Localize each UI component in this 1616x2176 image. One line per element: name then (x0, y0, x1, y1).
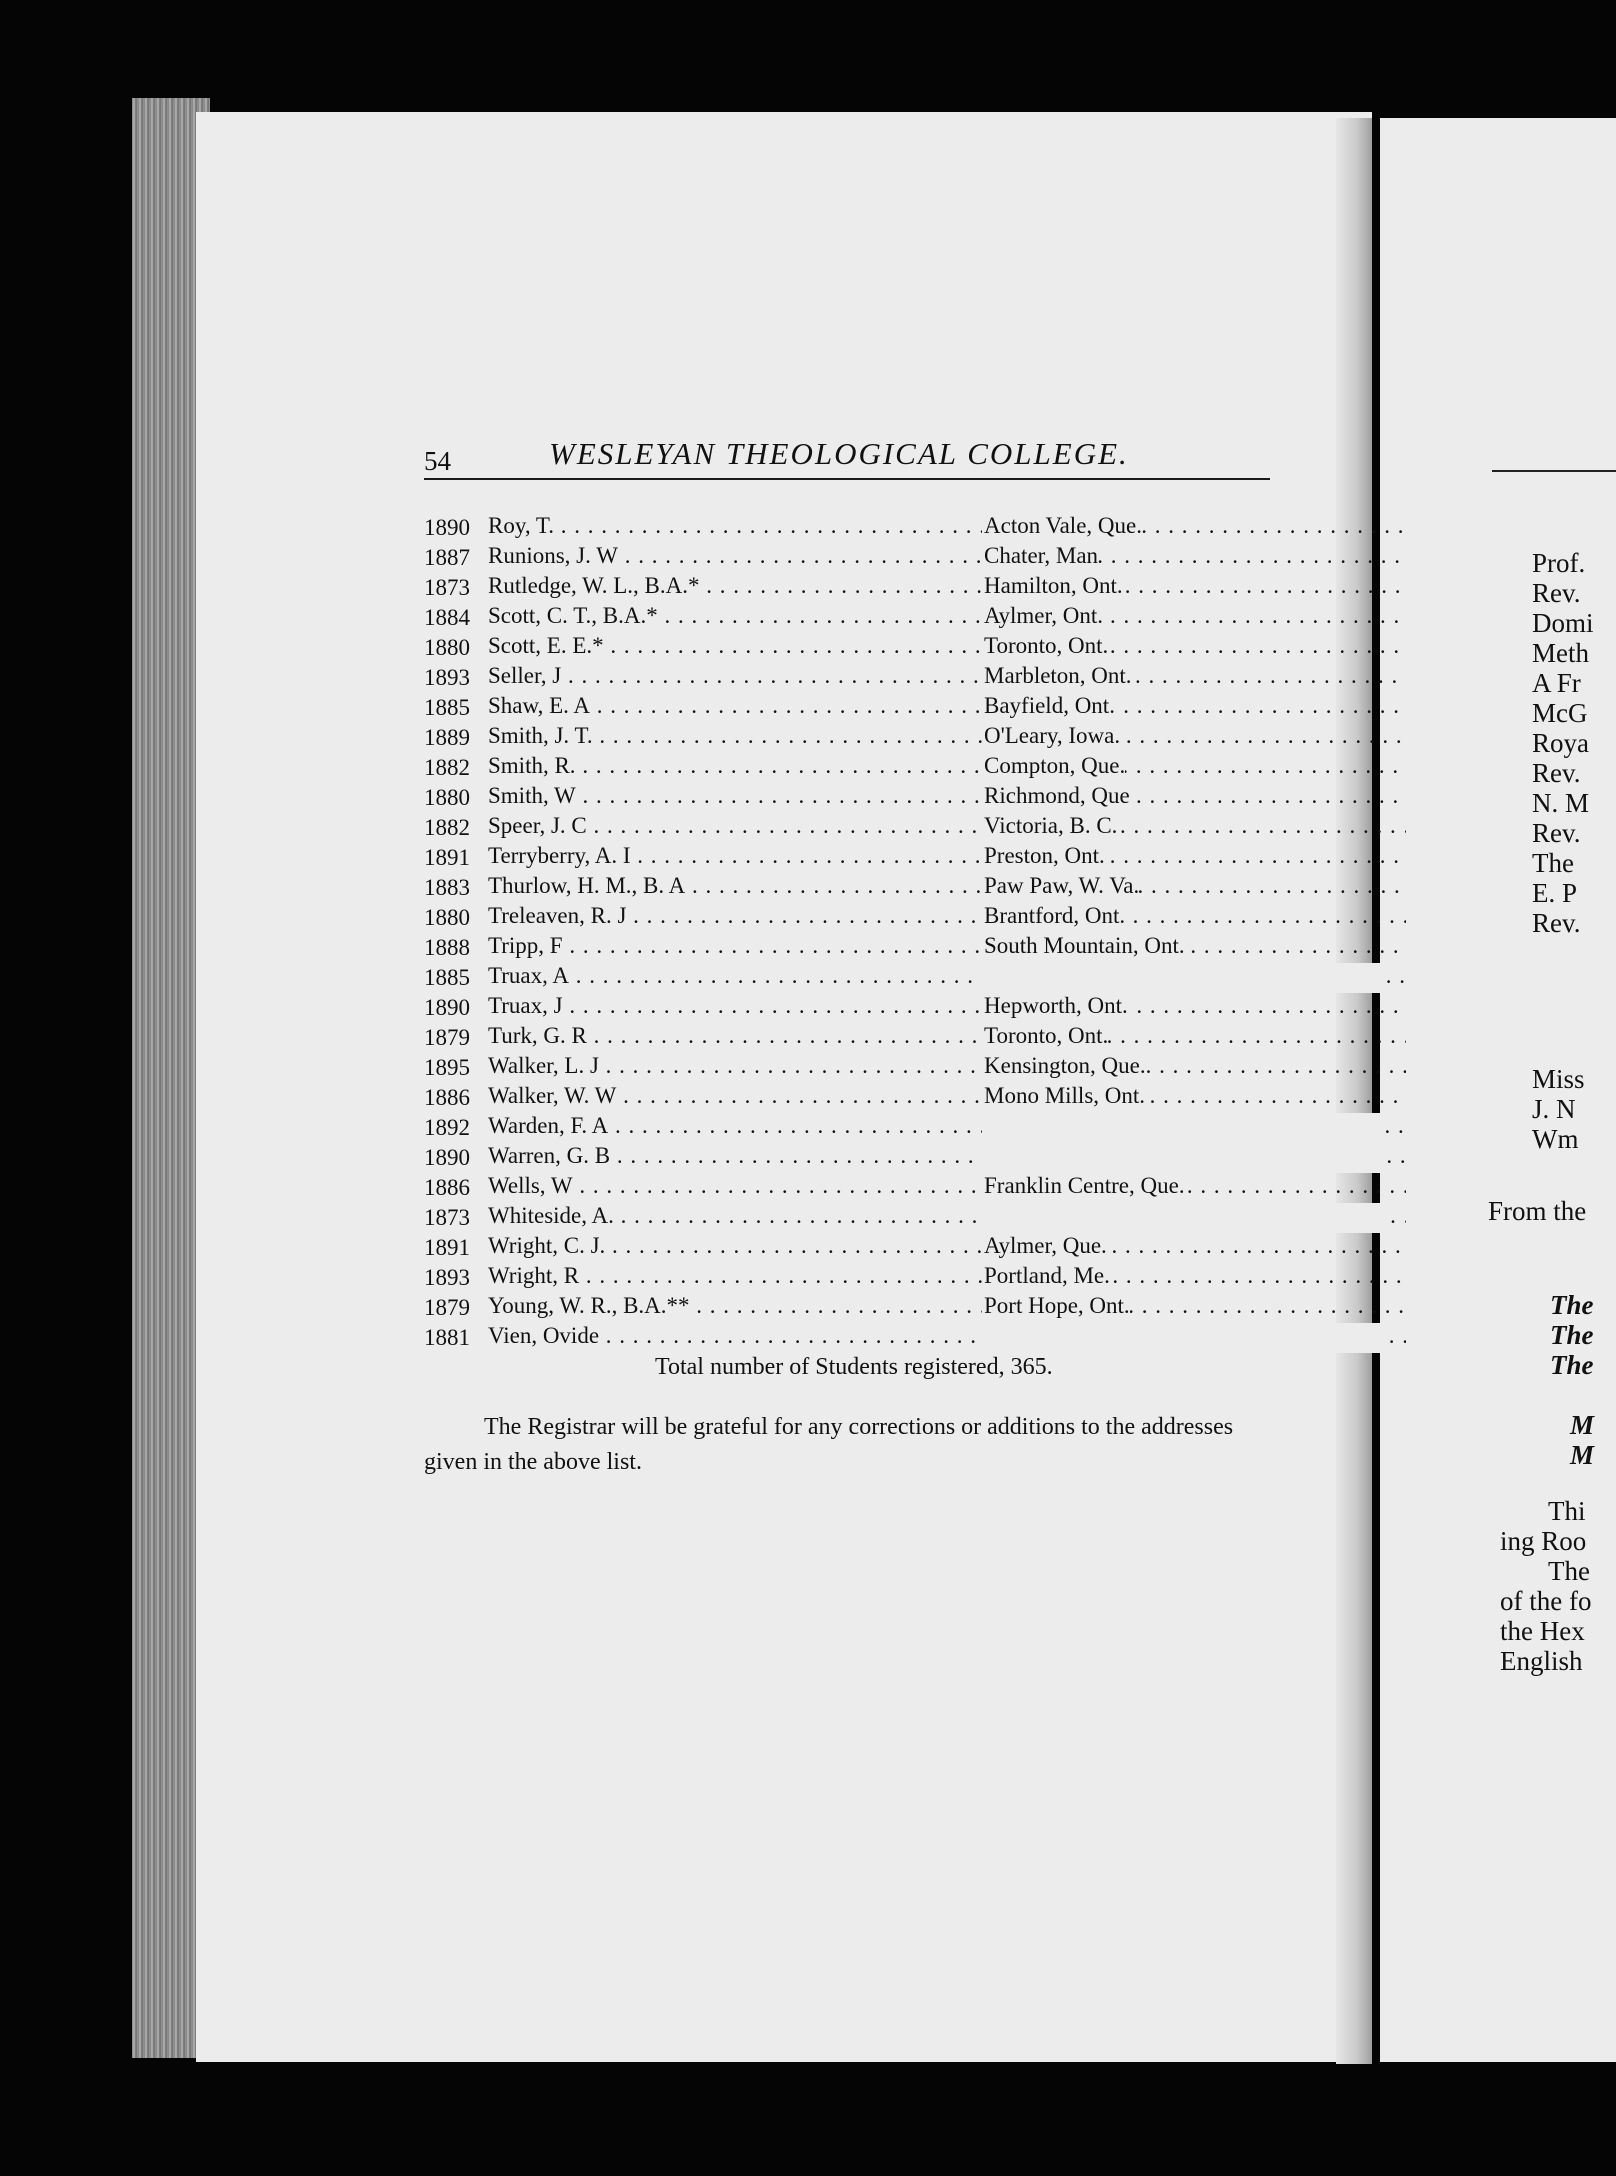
facing-page-line: N. M (1532, 788, 1590, 818)
student-year: 1885 (424, 965, 470, 990)
student-year: 1880 (424, 785, 470, 810)
student-name: Young, W. R., B.A.** . . . (488, 1293, 1406, 1323)
student-year: 1893 (424, 1265, 470, 1290)
student-name: Scott, C. T., B.A.* . . . (488, 603, 1406, 633)
student-name: Smith, W . . . (488, 783, 1406, 813)
student-year: 1881 (424, 1325, 470, 1350)
student-address: Hamilton, Ont. (982, 573, 1123, 603)
facing-page-line: Meth (1532, 638, 1589, 668)
student-address: Franklin Centre, Que. (982, 1173, 1185, 1203)
facing-page-line: Rev. (1532, 578, 1581, 608)
student-year: 1893 (424, 665, 470, 690)
student-name: Turk, G. R . . . (488, 1023, 1406, 1053)
student-name: Seller, J . . . (488, 663, 1406, 693)
student-address: Richmond, Que (982, 783, 1130, 813)
facing-page-line: The (1550, 1290, 1594, 1320)
student-address: Toronto, Ont. (982, 1023, 1108, 1053)
student-address: Aylmer, Ont. (982, 603, 1103, 633)
facing-page-line: Rev. (1532, 758, 1581, 788)
student-row (424, 1143, 1324, 1173)
student-year: 1873 (424, 575, 470, 600)
student-year: 1879 (424, 1295, 470, 1320)
leader-end (982, 1113, 1382, 1143)
student-address: Marbleton, Ont. (982, 663, 1132, 693)
student-row (424, 1023, 1324, 1053)
student-name: Speer, J. C . . . (488, 813, 1406, 843)
total-students: Total number of Students registered, 365. (655, 1354, 1053, 1380)
leader-end (982, 1323, 1382, 1353)
student-row (424, 1263, 1324, 1293)
student-year: 1891 (424, 1235, 470, 1260)
student-name: Runions, J. W . . . (488, 543, 1406, 573)
student-year: 1886 (424, 1085, 470, 1110)
student-address: Hepworth, Ont. (982, 993, 1128, 1023)
facing-page-line: Prof. (1532, 548, 1586, 578)
student-row (424, 1233, 1324, 1263)
facing-page-line: M (1570, 1410, 1595, 1440)
student-row (424, 723, 1324, 753)
student-year: 1890 (424, 515, 470, 540)
student-year: 1892 (424, 1115, 470, 1140)
student-address: Bayfield, Ont. (982, 693, 1115, 723)
facing-page-line: E. P (1532, 878, 1578, 908)
student-address: Victoria, B. C. (982, 813, 1117, 843)
student-address: Aylmer, Que. (982, 1233, 1107, 1263)
facing-page-line: The (1550, 1350, 1594, 1380)
header-rule (424, 478, 1270, 480)
student-row (424, 813, 1324, 843)
student-row (424, 543, 1324, 573)
facing-page-line: From the (1488, 1196, 1587, 1226)
student-year: 1880 (424, 905, 470, 930)
student-row (424, 753, 1324, 783)
student-row (424, 633, 1324, 663)
facing-page-line: Roya (1532, 728, 1589, 758)
student-name: Wright, C. J. . . . (488, 1233, 1406, 1263)
student-year: 1873 (424, 1205, 470, 1230)
student-address: Port Hope, Ont. (982, 1293, 1130, 1323)
student-name: Roy, T. . . . (488, 513, 1406, 543)
facing-page (1380, 118, 1616, 2062)
facing-page-line: of the fo (1500, 1586, 1592, 1616)
facing-page-line: Miss (1532, 1064, 1585, 1094)
student-year: 1882 (424, 815, 470, 840)
student-row (424, 1083, 1324, 1113)
student-name: Whiteside, A. . . . (488, 1203, 1406, 1233)
student-name: Walker, W. W . . . (488, 1083, 1406, 1113)
student-year: 1885 (424, 695, 470, 720)
student-name: Vien, Ovide . . . (488, 1323, 1406, 1353)
student-address: Brantford, Ont. (982, 903, 1125, 933)
student-name: Wells, W . . . (488, 1173, 1406, 1203)
facing-page-line: Domi (1532, 608, 1594, 638)
student-year: 1884 (424, 605, 470, 630)
student-name: Truax, J . . . (488, 993, 1406, 1023)
facing-page-line: M (1570, 1440, 1595, 1470)
student-row (424, 513, 1324, 543)
leader-end (982, 963, 1382, 993)
running-title: WESLEYAN THEOLOGICAL COLLEGE. (549, 436, 1129, 471)
student-row (424, 693, 1324, 723)
student-name: Wright, R . . . (488, 1263, 1406, 1293)
student-address: Toronto, Ont. (982, 633, 1108, 663)
student-list (424, 513, 1324, 1353)
student-row (424, 903, 1324, 933)
registrar-note: The Registrar will be grateful for any corrections or additions to the addresses given in the above list. (424, 1414, 1234, 1475)
student-address: Paw Paw, W. Va. (982, 873, 1139, 903)
student-address: Mono Mills, Ont. (982, 1083, 1145, 1113)
student-year: 1895 (424, 1055, 470, 1080)
student-year: 1883 (424, 875, 470, 900)
student-name: Warren, G. B . . . (488, 1143, 1406, 1173)
facing-page-line: A Fr (1532, 668, 1581, 698)
student-name: Terryberry, A. I . . . (488, 843, 1406, 873)
facing-page-line: Rev. (1532, 908, 1581, 938)
student-address: South Mountain, Ont. (982, 933, 1185, 963)
leader-end (982, 1203, 1382, 1233)
student-row (424, 1173, 1324, 1203)
student-row (424, 1293, 1324, 1323)
student-row (424, 663, 1324, 693)
facing-page-line: The (1550, 1320, 1594, 1350)
facing-page-line: J. N (1532, 1094, 1576, 1124)
student-year: 1890 (424, 995, 470, 1020)
student-name: Walker, L. J . . . (488, 1053, 1406, 1083)
student-address: Portland, Me. (982, 1263, 1110, 1293)
leader-end (982, 1143, 1382, 1173)
student-row (424, 573, 1324, 603)
facing-page-rule (1492, 470, 1616, 472)
student-name: Scott, E. E.* . . . (488, 633, 1406, 663)
student-row (424, 873, 1324, 903)
facing-page-line: The (1532, 848, 1574, 878)
student-year: 1889 (424, 725, 470, 750)
student-address: O'Leary, Iowa. (982, 723, 1120, 753)
student-row (424, 993, 1324, 1023)
student-row (424, 933, 1324, 963)
student-year: 1887 (424, 545, 470, 570)
facing-page-line: Wm (1532, 1124, 1579, 1154)
student-row (424, 1053, 1324, 1083)
student-name: Tripp, F . . . (488, 933, 1406, 963)
student-name: Rutledge, W. L., B.A.* . . . (488, 573, 1406, 603)
facing-page-line: The (1548, 1556, 1590, 1586)
student-year: 1882 (424, 755, 470, 780)
student-year: 1891 (424, 845, 470, 870)
student-row (424, 963, 1324, 993)
student-address: Kensington, Que. (982, 1053, 1146, 1083)
student-name: Treleaven, R. J . . . (488, 903, 1406, 933)
page-header (424, 436, 1270, 476)
facing-page-line: ing Roo (1500, 1526, 1587, 1556)
student-name: Warden, F. A . . . (488, 1113, 1406, 1143)
student-year: 1879 (424, 1025, 470, 1050)
student-row (424, 1203, 1324, 1233)
facing-page-line: Rev. (1532, 818, 1581, 848)
student-address: Compton, Que. (982, 753, 1125, 783)
student-address: Preston, Ont. (982, 843, 1105, 873)
student-address: Acton Vale, Que. (982, 513, 1142, 543)
student-name: Smith, J. T. . . . (488, 723, 1406, 753)
student-row (424, 783, 1324, 813)
student-year: 1890 (424, 1145, 470, 1170)
student-address: Chater, Man (982, 543, 1098, 573)
student-row (424, 1323, 1324, 1353)
student-year: 1880 (424, 635, 470, 660)
page-number: 54 (424, 446, 451, 476)
facing-page-line: the Hex (1500, 1616, 1585, 1646)
student-year: 1888 (424, 935, 470, 960)
student-name: Smith, R. . . . (488, 753, 1406, 783)
student-row (424, 843, 1324, 873)
student-name: Thurlow, H. M., B. A . . . (488, 873, 1406, 903)
student-year: 1886 (424, 1175, 470, 1200)
student-row (424, 603, 1324, 633)
facing-page-line: Thi (1548, 1496, 1586, 1526)
facing-page-line: McG (1532, 698, 1588, 728)
facing-page-line: English (1500, 1646, 1583, 1676)
student-row (424, 1113, 1324, 1143)
student-name: Shaw, E. A . . . (488, 693, 1406, 723)
student-name: Truax, A . . . (488, 963, 1406, 993)
